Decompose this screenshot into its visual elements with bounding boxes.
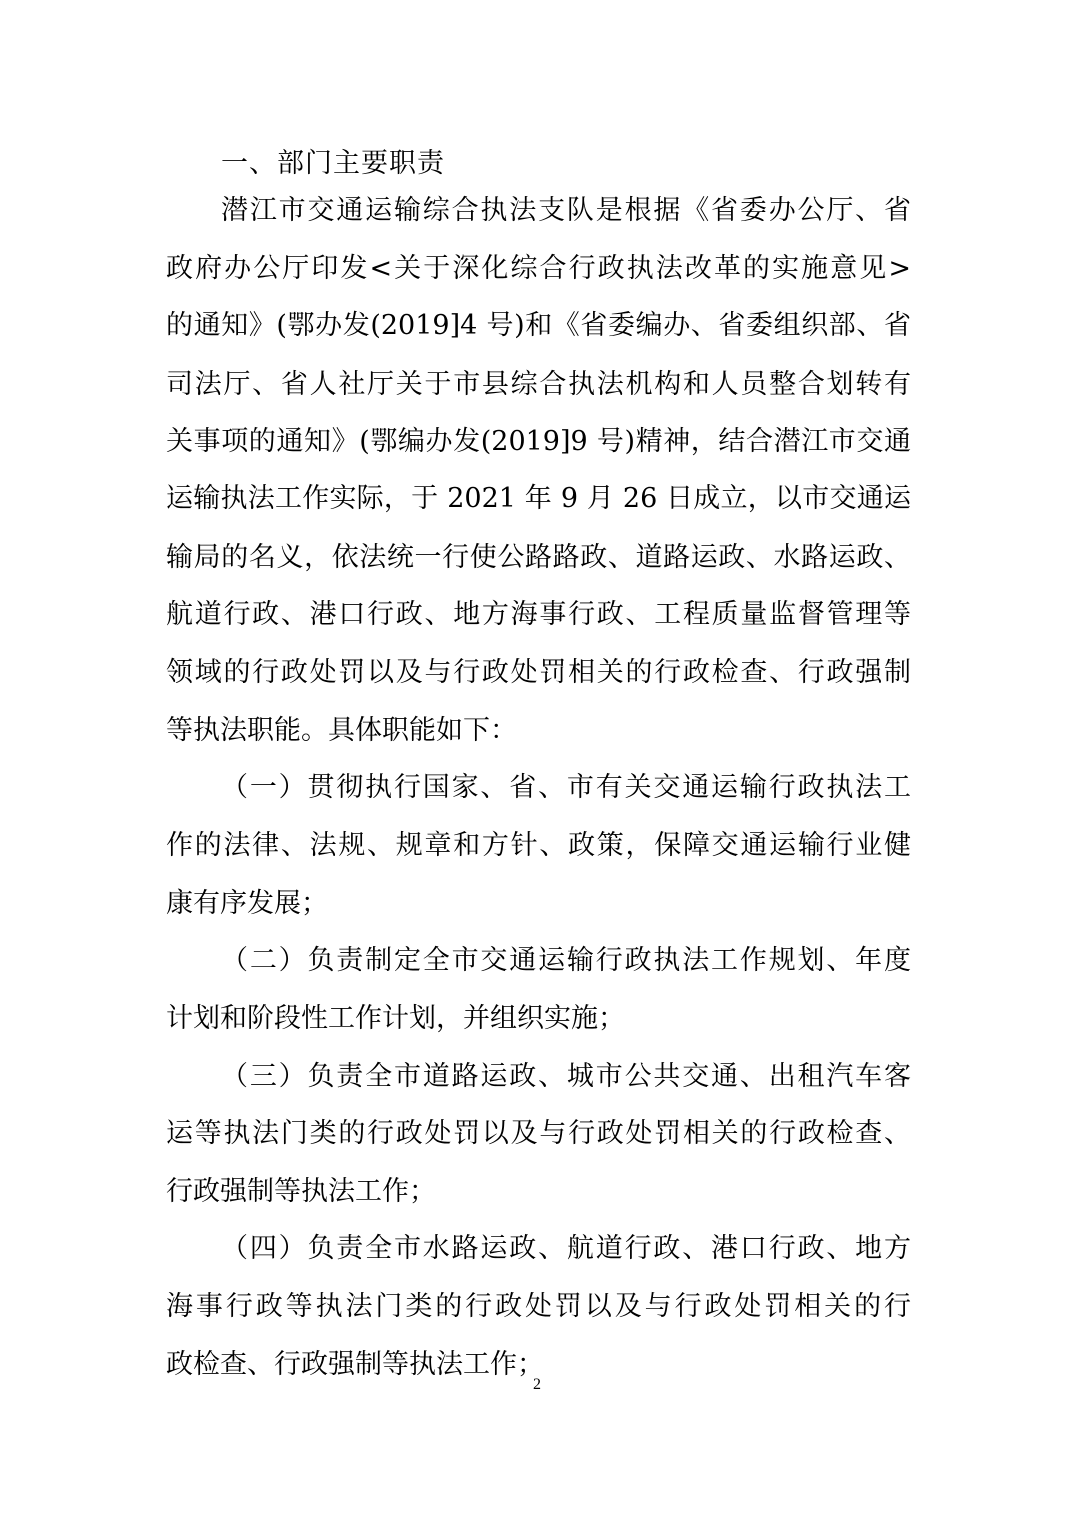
list-item-line: （一）贯彻执行国家、省、市有关交通运输行政执法工 xyxy=(221,772,911,803)
list-item-line: （三）负责全市道路运政、城市公共交通、出租汽车客 xyxy=(221,1061,911,1092)
paragraph-line: 潜江市交通运输综合执法支队是根据《省委办公厅、省 xyxy=(221,195,911,226)
list-item-line: 海事行政等执法门类的行政处罚以及与行政处罚相关的行 xyxy=(166,1291,911,1322)
paragraph-line: 关事项的通知》(鄂编办发(2019]9 号)精神，结合潜江市交通 xyxy=(166,426,911,457)
list-item-line: 政检查、行政强制等执法工作； xyxy=(166,1349,544,1380)
list-item-line: 康有序发展； xyxy=(166,888,328,919)
section-heading: 一、部门主要职责 xyxy=(221,148,445,179)
list-item-line: （二）负责制定全市交通运输行政执法工作规划、年度 xyxy=(221,945,911,976)
paragraph-line: 运输执法工作实际，于 2021 年 9 月 26 日成立，以市交通运 xyxy=(166,483,911,514)
paragraph-line: 领域的行政处罚以及与行政处罚相关的行政检查、行政强制 xyxy=(166,657,911,688)
paragraph-line: 政府办公厅印发<关于深化综合行政执法改革的实施意见> xyxy=(166,253,911,284)
page-number: 2 xyxy=(533,1376,541,1393)
paragraph-line: 的通知》(鄂办发(2019]4 号)和《省委编办、省委组织部、省 xyxy=(166,310,911,341)
list-item-line: 计划和阶段性工作计划，并组织实施； xyxy=(166,1003,625,1034)
paragraph-line: 等执法职能。具体职能如下： xyxy=(166,715,517,746)
paragraph-line: 输局的名义，依法统一行使公路路政、道路运政、水路运政、 xyxy=(166,542,911,573)
list-item-line: （四）负责全市水路运政、航道行政、港口行政、地方 xyxy=(221,1233,911,1264)
paragraph-line: 航道行政、港口行政、地方海事行政、工程质量监督管理等 xyxy=(166,599,911,630)
list-item-line: 行政强制等执法工作； xyxy=(166,1176,436,1207)
list-item-line: 作的法律、法规、规章和方针、政策，保障交通运输行业健 xyxy=(166,830,911,861)
list-item-line: 运等执法门类的行政处罚以及与行政处罚相关的行政检查、 xyxy=(166,1118,911,1149)
paragraph-line: 司法厅、省人社厅关于市县综合执法机构和人员整合划转有 xyxy=(166,369,911,400)
